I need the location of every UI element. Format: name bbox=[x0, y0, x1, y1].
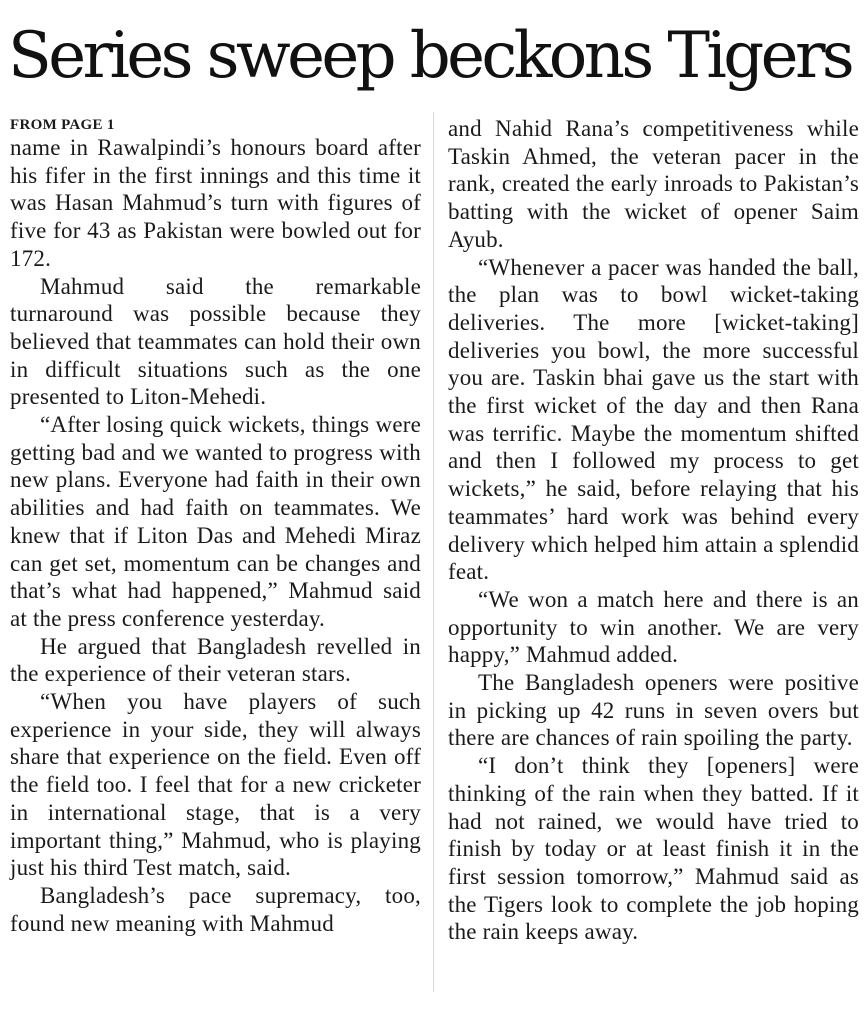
paragraph: The Bangladesh openers were positive in picking up 42 runs in seven overs but there are chances of rain spoiling the party. bbox=[448, 670, 859, 751]
paragraph: “After losing quick wickets, things were getting bad and we wanted to progress with new plans. Everyone had faith in their own abilities and had faith on teammates. We knew that if Liton Das and Mehedi Miraz can get set, momentum can be changes and that’s what had happened,” Mahmud said at the press conference yesterday. bbox=[10, 412, 421, 631]
headline: Series sweep beckons Tigers bbox=[8, 19, 852, 93]
paragraph: Mahmud said the remarkable turnaround was possible because they believed that teammates can hold their own in difficult situations such as the one presented to Liton-Mehedi. bbox=[10, 273, 421, 410]
article-column-right bbox=[448, 115, 859, 946]
paragraph: “Whenever a pacer was handed the ball, the plan was to bowl wicket-taking deliveries. The more [wicket-taking] deliveries you bowl, the more successful you are. Taskin bhai gave us the start with the first wicket of the day and then Rana was terrific. Maybe the momentum shifted and then I followed my process to get wickets,” he said, before relaying that his teammates’ hard work was behind every delivery which helped him attain a splendid feat. bbox=[448, 254, 859, 585]
paragraph: “When you have players of such experience in your side, they will always share that experience on the field. Even off the field too. I feel that for a new cricketer in international stage, that is a very important thing,” Mahmud, who is playing just his third Test match, said. bbox=[10, 689, 421, 881]
paragraph: He argued that Bangladesh revelled in the experience of their veteran stars. bbox=[10, 633, 421, 687]
article-column-left bbox=[10, 113, 421, 937]
paragraph: and Nahid Rana’s competitiveness while Taskin Ahmed, the veteran pacer in the rank, created the early inroads to Pakistan’s batting with the wicket of opener Saim Ayub. bbox=[448, 116, 859, 252]
column-divider bbox=[433, 112, 434, 992]
paragraph: name in Rawalpindi’s honours board after his fifer in the first innings and this time it was Hasan Mahmud’s turn with figures of five for 43 as Pakistan were bowled out for 172. bbox=[10, 135, 421, 271]
paragraph: “We won a match here and there is an opportunity to win another. We are very happy,” Mahmud added. bbox=[448, 586, 859, 668]
kicker: FROM PAGE 1 bbox=[10, 117, 115, 133]
paragraph: Bangladesh’s pace supremacy, too, found new meaning with Mahmud bbox=[10, 882, 421, 936]
paragraph: “I don’t think they [openers] were thinking of the rain when they batted. If it had not rained, we would have tried to finish by today or at least finish it in the first session tomorrow,” Mahmud said as the Tigers look to complete the job hoping the rain keeps away. bbox=[448, 753, 859, 945]
